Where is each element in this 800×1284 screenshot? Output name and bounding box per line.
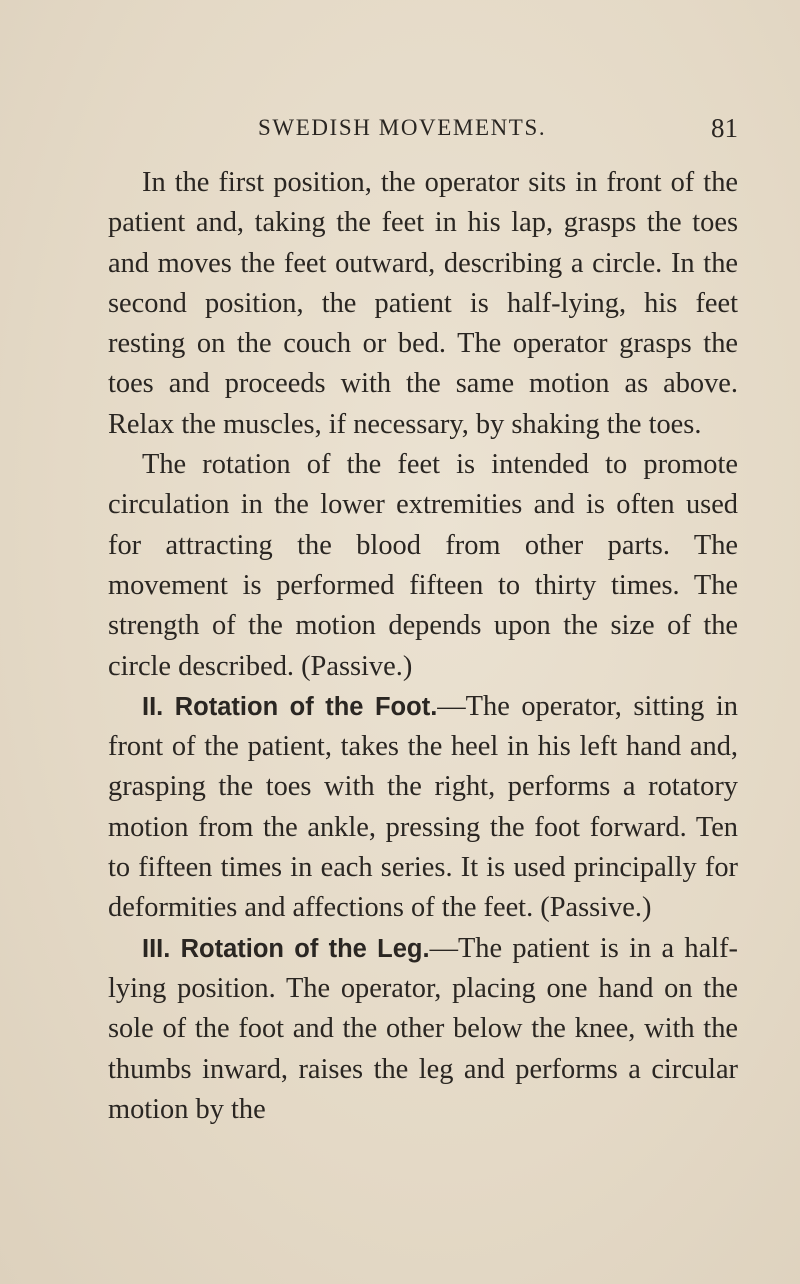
section-heading: III. Rotation of the Leg.	[142, 934, 430, 963]
paragraph-rotation-of-feet	[108, 445, 738, 687]
body-text	[108, 163, 738, 1130]
section-heading: II. Rotation of the Foot.	[142, 692, 438, 721]
paragraph-text: —The patient is in a half-lying position. The operator, placing one hand on the sole of the foot and the other below the knee, with the thumbs inward, raises the leg and performs a circular motion by the	[108, 932, 738, 1125]
paragraph-text: —The operator, sitting in front of the patient, takes the heel in his left hand and, grasping the toes with the right, performs a rotatory motion from the ankle, pressing the foot forward. Ten to fifteen times in each series. It is used principally for deformities and affections of the feet. (Passive.)	[108, 690, 738, 924]
paragraph-text: The rotation of the feet is intended to promote circulation in the lower extremities and is often used for attracting the blood from other parts. The movement is performed fifteen to thirty times. The strength of the motion depends upon the size of the circle described. (Passive.)	[108, 449, 738, 682]
paragraph-first-position	[108, 163, 738, 445]
running-head	[108, 108, 738, 148]
paragraph-rotation-of-leg	[108, 929, 738, 1130]
page-number: 81	[711, 113, 738, 143]
running-title: SWEDISH MOVEMENTS.	[258, 115, 547, 140]
paragraph-rotation-of-foot	[108, 687, 738, 929]
paragraph-text: In the first position, the operator sits in front of the patient and, taking the feet in his lap, grasps the toes and moves the feet outward, describing a circle. In the second position, the patient is half-lying, his feet resting on the couch or bed. The operator grasps the toes and proceeds with the same motion as above. Relax the muscles, if necessary, by shaking the toes.	[108, 167, 738, 440]
